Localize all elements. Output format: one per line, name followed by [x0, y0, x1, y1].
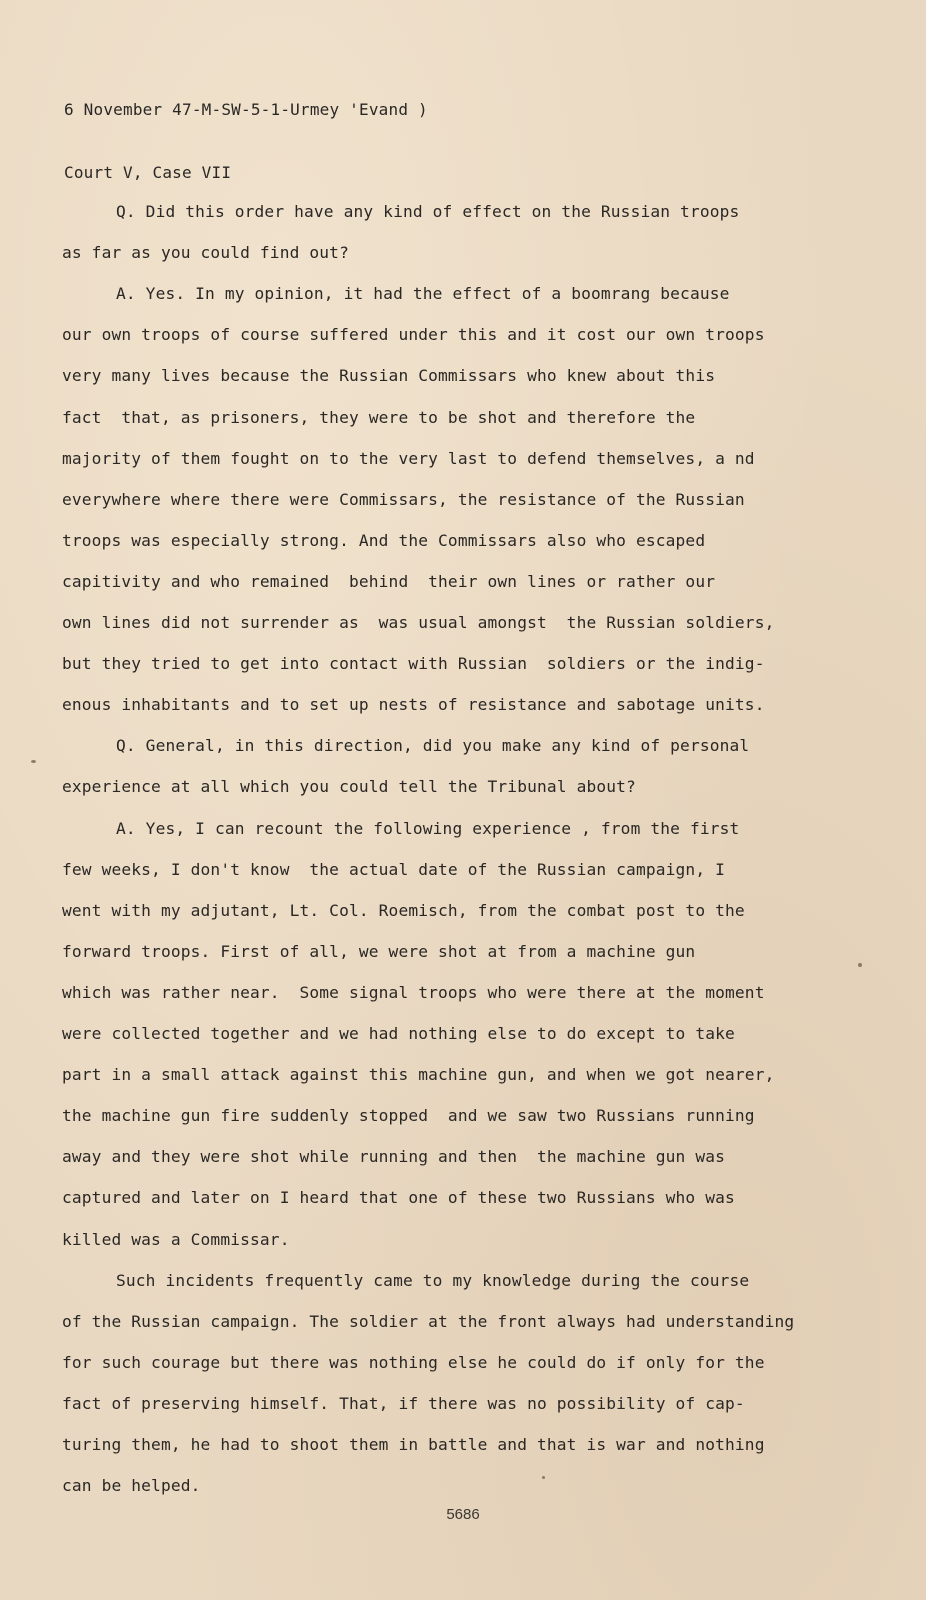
- document-header: [64, 57, 428, 225]
- transcript-line: captured and later on I heard that one of these two Russians who was: [62, 1188, 735, 1207]
- transcript-line: Such incidents frequently came to my knowledge during the course: [116, 1271, 750, 1290]
- transcript-line: A. Yes. In my opinion, it had the effect of a boomrang because: [116, 284, 730, 303]
- transcript-line: Q. General, in this direction, did you make any kind of personal: [116, 736, 750, 755]
- transcript-line: fact that, as prisoners, they were to be shot and therefore the: [62, 408, 696, 427]
- transcript-line: very many lives because the Russian Commissars who knew about this: [62, 366, 716, 385]
- header-line-court-case: Court V, Case VII: [64, 163, 232, 182]
- transcript-line: troops was especially strong. And the Commissars also who escaped: [62, 531, 706, 550]
- paper-speck: [858, 963, 862, 967]
- transcript-line: enous inhabitants and to set up nests of resistance and sabotage units.: [62, 695, 765, 714]
- transcript-line: few weeks, I don't know the actual date of the Russian campaign, I: [62, 860, 726, 879]
- transcript-line: turing them, he had to shoot them in battle and that is war and nothing: [62, 1435, 765, 1454]
- transcript-line: away and they were shot while running and then the machine gun was: [62, 1147, 726, 1166]
- transcript-line: fact of preserving himself. That, if there was no possibility of cap-: [62, 1394, 745, 1413]
- transcript-line: can be helped.: [62, 1476, 201, 1495]
- transcript-line: own lines did not surrender as was usual amongst the Russian soldiers,: [62, 613, 775, 632]
- paper-speck: [31, 760, 36, 763]
- transcript-line: as far as you could find out?: [62, 243, 349, 262]
- transcript-line: but they tried to get into contact with Russian soldiers or the indig-: [62, 654, 765, 673]
- transcript-line: majority of them fought on to the very last to defend themselves, a nd: [62, 449, 755, 468]
- paper-speck: [542, 1476, 545, 1479]
- transcript-line: capitivity and who remained behind their own lines or rather our: [62, 572, 716, 591]
- transcript-line: our own troops of course suffered under this and it cost our own troops: [62, 325, 765, 344]
- transcript-line: of the Russian campaign. The soldier at the front always had understanding: [62, 1312, 795, 1331]
- transcript-line: which was rather near. Some signal troops who were there at the moment: [62, 983, 765, 1002]
- transcript-line: everywhere where there were Commissars, the resistance of the Russian: [62, 490, 745, 509]
- transcript-line: were collected together and we had nothing else to do except to take: [62, 1024, 735, 1043]
- transcript-line: went with my adjutant, Lt. Col. Roemisch, from the combat post to the: [62, 901, 745, 920]
- transcript-line: forward troops. First of all, we were shot at from a machine gun: [62, 942, 696, 961]
- page-number: 5686: [446, 1506, 480, 1523]
- transcript-line: the machine gun fire suddenly stopped and we saw two Russians running: [62, 1106, 755, 1125]
- transcript-line: Q. Did this order have any kind of effect on the Russian troops: [116, 202, 740, 221]
- transcript-line: experience at all which you could tell the Tribunal about?: [62, 777, 636, 796]
- transcript-line: for such courage but there was nothing else he could do if only for the: [62, 1353, 765, 1372]
- transcript-line: part in a small attack against this machine gun, and when we got nearer,: [62, 1065, 775, 1084]
- header-line-date-reference: 6 November 47-M-SW-5-1-Urmey 'Evand ): [64, 100, 428, 119]
- transcript-line: A. Yes, I can recount the following experience , from the first: [116, 819, 740, 838]
- transcript-line: killed was a Commissar.: [62, 1230, 290, 1249]
